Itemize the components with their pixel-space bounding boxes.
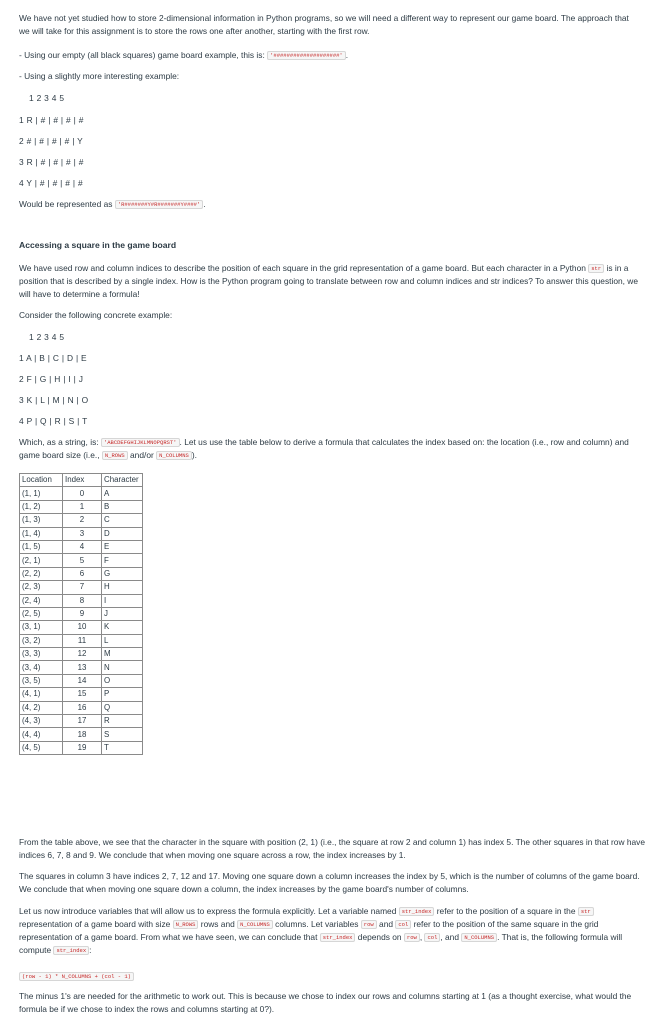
cell-index: 10 <box>63 621 102 634</box>
table-row <box>20 688 143 701</box>
cell-index: 14 <box>63 674 102 687</box>
cell-character: H <box>102 581 143 594</box>
empty-board-code: '####################' <box>267 51 346 60</box>
bullet-empty-board-text: - Using our empty (all black squares) game board example, this is: <box>19 50 265 60</box>
which-d: ). <box>191 450 197 460</box>
cell-location: (1, 2) <box>20 500 63 513</box>
table-row <box>20 554 143 567</box>
cell-index: 11 <box>63 634 102 647</box>
table-row <box>20 527 143 540</box>
grid-1-row: 1 R | # | # | # | # <box>19 115 84 125</box>
table-row <box>20 741 143 754</box>
cell-location: (4, 4) <box>20 728 63 741</box>
cell-location: (2, 1) <box>20 554 63 567</box>
cell-location: (1, 4) <box>20 527 63 540</box>
table-row <box>20 581 143 594</box>
cell-index: 1 <box>63 500 102 513</box>
cell-index: 6 <box>63 567 102 580</box>
cell-location: (1, 1) <box>20 487 63 500</box>
cell-location: (2, 2) <box>20 567 63 580</box>
str-index-code-2: str_index <box>320 933 356 942</box>
str-index-code-3: str_index <box>53 946 89 955</box>
row-code: row <box>361 920 377 929</box>
cell-character: L <box>102 634 143 647</box>
cell-character: S <box>102 728 143 741</box>
cell-character: R <box>102 715 143 728</box>
str-code: str <box>588 264 604 273</box>
table-row <box>20 607 143 620</box>
p3-e: columns. Let variables <box>275 919 359 929</box>
n-columns-code: N_COLUMNS <box>156 451 192 460</box>
p3-f: and <box>379 919 394 929</box>
table-body <box>20 487 143 755</box>
cell-character: P <box>102 688 143 701</box>
p3-k: . That is, the following formula will compute <box>19 932 623 955</box>
table-row <box>20 701 143 714</box>
table-row <box>20 594 143 607</box>
cell-location: (2, 5) <box>20 607 63 620</box>
bullet-interesting-example: - Using a slightly more interesting example: <box>19 71 180 81</box>
period-2: . <box>203 199 206 209</box>
p3-b: refer to the position of a square in the <box>436 906 576 916</box>
alphabet-code: 'ABCDEFGHIJKLMNOPQRST' <box>101 438 180 447</box>
which-c: and/or <box>130 450 154 460</box>
period-1: . <box>345 50 349 60</box>
cell-character: O <box>102 674 143 687</box>
cell-character: Q <box>102 701 143 714</box>
table-row <box>20 514 143 527</box>
table-row <box>20 674 143 687</box>
cell-index: 0 <box>63 487 102 500</box>
header-location: Location <box>20 474 63 487</box>
p3-h: depends on <box>357 932 402 942</box>
consider-text: Consider the following concrete example: <box>19 310 173 320</box>
intro-paragraph: We have not yet studied how to store 2-dimensional information in Python programs, so we will need a different way to represent our game board. The approach that we will take for this assignment is to store the rows one after another, starting with the first row. <box>19 13 629 36</box>
str-code-2: str <box>578 907 594 916</box>
analysis-paragraph-3 <box>19 905 644 957</box>
cell-index: 5 <box>63 554 102 567</box>
n-rows-code-2: N_ROWS <box>173 920 199 929</box>
table-row <box>20 500 143 513</box>
p3-l: : <box>89 945 92 955</box>
col-code-2: col <box>424 933 440 942</box>
cell-location: (2, 3) <box>20 581 63 594</box>
cell-character: E <box>102 540 143 553</box>
cell-index: 8 <box>63 594 102 607</box>
cell-location: (2, 4) <box>20 594 63 607</box>
cell-character: T <box>102 741 143 754</box>
cell-index: 19 <box>63 741 102 754</box>
row-code-2: row <box>404 933 420 942</box>
cell-character: F <box>102 554 143 567</box>
represented-as <box>19 198 206 211</box>
which-a: Which, as a string, is: <box>19 437 99 447</box>
grid-1-row: 3 R | # | # | # | # <box>19 157 84 167</box>
p3-c: representation of a game board with size <box>19 919 171 929</box>
cell-character: D <box>102 527 143 540</box>
table-row <box>20 621 143 634</box>
cell-character: B <box>102 500 143 513</box>
table-row <box>20 661 143 674</box>
cell-character: C <box>102 514 143 527</box>
grid-1-row: 4 Y | # | # | # | # <box>19 178 83 188</box>
grid-1-row: 2 # | # | # | # | Y <box>19 136 84 146</box>
section-paragraph <box>19 262 644 301</box>
grid-1-header: 1 2 3 4 5 <box>29 93 65 103</box>
p3-a: Let us now introduce variables that will allow us to express the formula explicitly. Let a variable named <box>19 906 397 916</box>
table-row <box>20 540 143 553</box>
cell-index: 18 <box>63 728 102 741</box>
n-columns-code-2: N_COLUMNS <box>237 920 273 929</box>
cell-index: 4 <box>63 540 102 553</box>
cell-character: M <box>102 648 143 661</box>
cell-location: (4, 3) <box>20 715 63 728</box>
bullet-empty-board <box>19 49 348 62</box>
which-b: . Let us use the table below to derive a formula that calculates the index based on: the location (i.e., row and column) and game board size (i.e., <box>19 437 629 460</box>
cell-index: 16 <box>63 701 102 714</box>
analysis-paragraph-4: The minus 1's are needed for the arithmetic to work out. This is because we chose to index our rows and columns starting at 1 (as a thought exercise, what would the formula be if we chose to index the rows and columns starting at 0?). <box>19 991 632 1014</box>
cell-index: 15 <box>63 688 102 701</box>
grid-2-row: 4 P | Q | R | S | T <box>19 416 88 426</box>
analysis-paragraph-1: From the table above, we see that the character in the square with position (2, 1) (i.e., the square at row 2 and column 1) has index 5. The other squares in that row have indices 6, 7, 8 and 9. We conclude that when moving one square across a row, the index increases by 1. <box>19 837 645 860</box>
col-code: col <box>395 920 411 929</box>
cell-location: (3, 4) <box>20 661 63 674</box>
cell-location: (1, 5) <box>20 540 63 553</box>
p3-g: refer to the position of the same square in the grid representation of a game board. From what we have seen, we can conclude that <box>19 919 599 942</box>
table-header-row <box>20 474 143 487</box>
table-row <box>20 634 143 647</box>
location-index-table <box>19 473 143 755</box>
header-index: Index <box>63 474 102 487</box>
p3-j: , and <box>440 932 460 942</box>
which-string-paragraph <box>19 436 644 462</box>
n-columns-code-3: N_COLUMNS <box>461 933 497 942</box>
cell-character: A <box>102 487 143 500</box>
cell-location: (1, 3) <box>20 514 63 527</box>
cell-index: 9 <box>63 607 102 620</box>
grid-2-row: 3 K | L | M | N | O <box>19 395 89 405</box>
cell-location: (3, 1) <box>20 621 63 634</box>
table-row <box>20 715 143 728</box>
cell-location: (3, 5) <box>20 674 63 687</box>
represented-code: 'R#######Y#R#######Y####' <box>115 200 204 209</box>
cell-character: K <box>102 621 143 634</box>
table-row <box>20 648 143 661</box>
formula-code: (row - 1) * N_COLUMNS + (col - 1) <box>19 972 134 981</box>
grid-2-row: 1 A | B | C | D | E <box>19 353 87 363</box>
table-row <box>20 567 143 580</box>
n-rows-code: N_ROWS <box>102 451 128 460</box>
cell-character: N <box>102 661 143 674</box>
cell-location: (3, 2) <box>20 634 63 647</box>
p3-i: , <box>419 932 423 942</box>
cell-location: (4, 1) <box>20 688 63 701</box>
p3-d: rows and <box>200 919 235 929</box>
section-heading: Accessing a square in the game board <box>19 240 177 250</box>
grid-2-header: 1 2 3 4 5 <box>29 332 65 342</box>
section-para-b: is in a position that is described by a single index. How is the Python program going to translate between row and column indices and str indices? To answer this question, we will have to determine a formula! <box>19 263 639 299</box>
cell-location: (4, 5) <box>20 741 63 754</box>
cell-location: (4, 2) <box>20 701 63 714</box>
grid-2-row: 2 F | G | H | I | J <box>19 374 84 384</box>
formula-line <box>19 970 134 983</box>
table-row <box>20 728 143 741</box>
cell-character: G <box>102 567 143 580</box>
table-row <box>20 487 143 500</box>
cell-index: 3 <box>63 527 102 540</box>
section-para-a: We have used row and column indices to describe the position of each square in the grid representation of a game board. But each character in a Python <box>19 263 586 273</box>
cell-character: J <box>102 607 143 620</box>
cell-index: 2 <box>63 514 102 527</box>
cell-index: 17 <box>63 715 102 728</box>
cell-location: (3, 3) <box>20 648 63 661</box>
cell-index: 12 <box>63 648 102 661</box>
str-index-code: str_index <box>399 907 435 916</box>
cell-index: 7 <box>63 581 102 594</box>
cell-index: 13 <box>63 661 102 674</box>
header-character: Character <box>102 474 143 487</box>
analysis-paragraph-2: The squares in column 3 have indices 2, 7, 12 and 17. Moving one square down a column increases the index by 5, which is the number of columns of the game board. We conclude that when moving one square down a column, the index increases by the game board's number of columns. <box>19 871 640 894</box>
cell-character: I <box>102 594 143 607</box>
represented-as-text: Would be represented as <box>19 199 113 209</box>
